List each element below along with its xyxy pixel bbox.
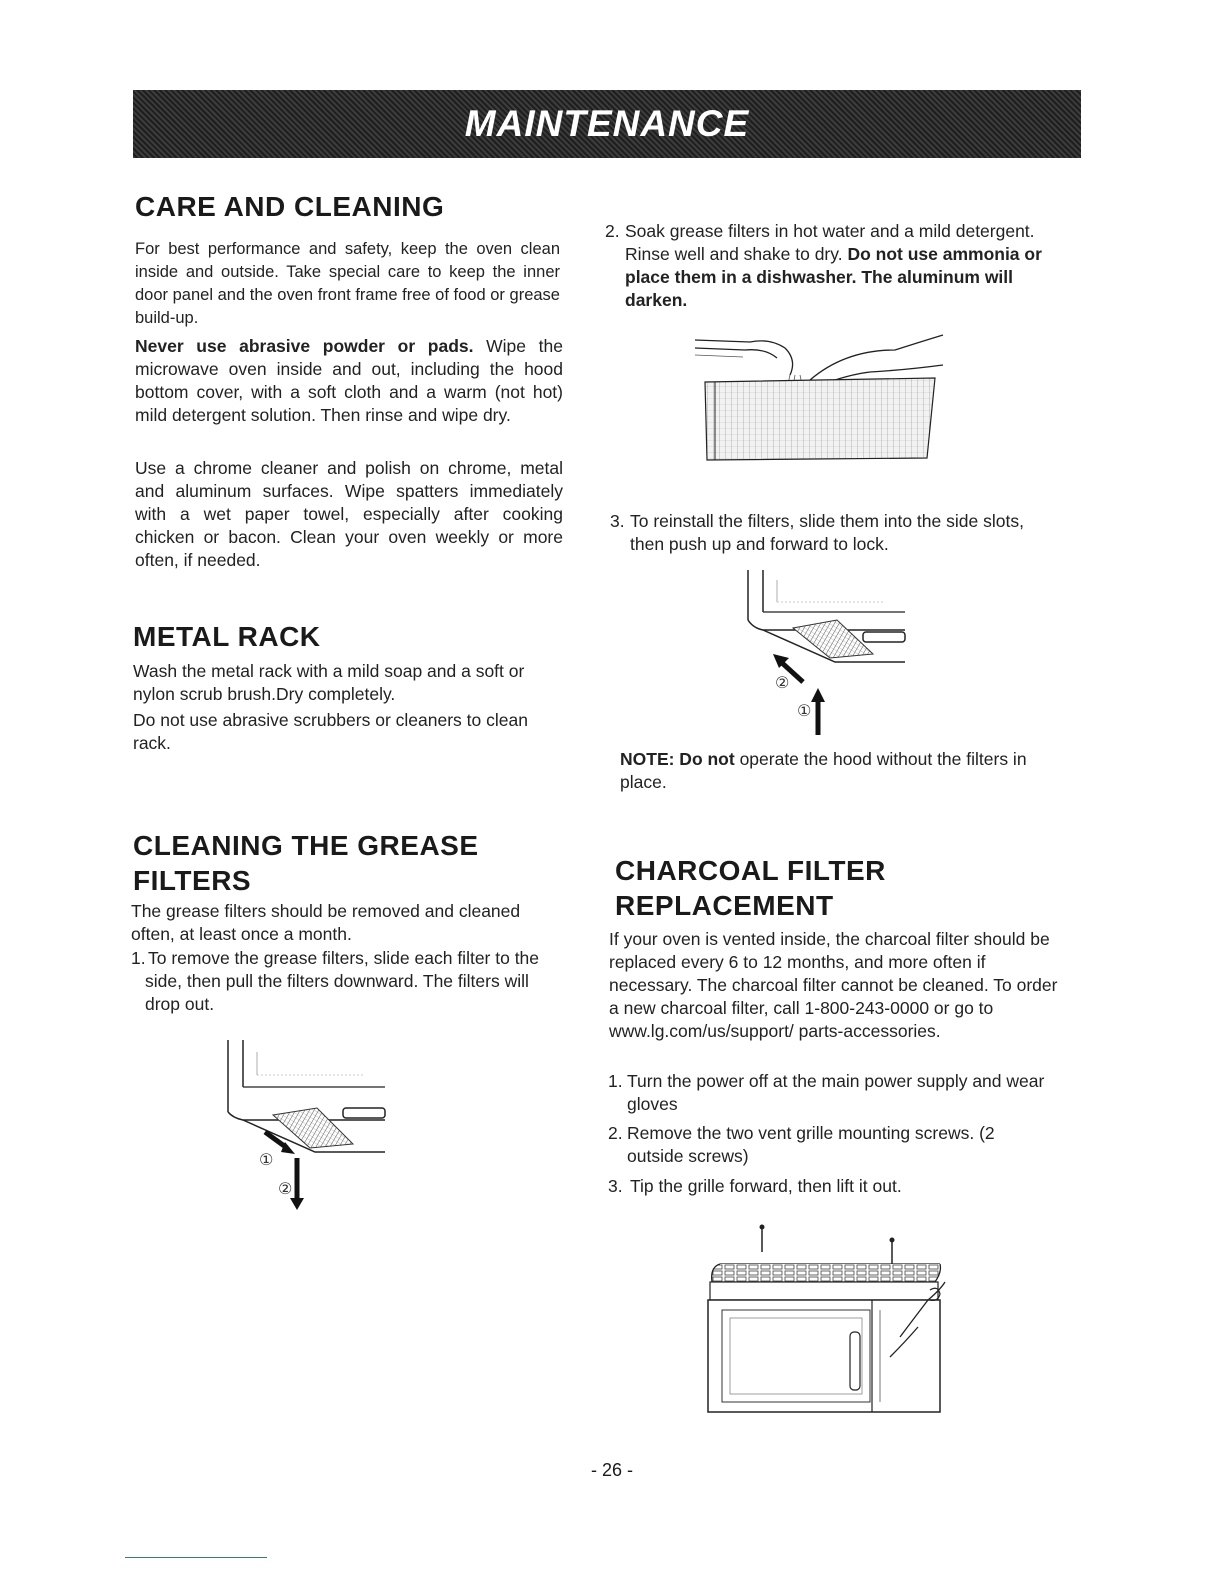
grease-heading-line1: CLEANING THE GREASE xyxy=(133,830,479,861)
care-warning: Never use abrasive powder or pads. xyxy=(135,336,474,356)
grease-step1-text: To remove the grease filters, slide each filter to the side, then pull the filters downward. The filters will drop out. xyxy=(145,948,540,1014)
soak-step-instructions: Soak grease filters in hot water and a mild detergent. Rinse well and shake to dry. xyxy=(625,221,1035,264)
charcoal-step3-text: Tip the grille forward, then lift it out. xyxy=(630,1176,902,1196)
care-paragraph-2 xyxy=(135,335,563,427)
charcoal-step1-text: Turn the power off at the main power supply and wear gloves xyxy=(627,1071,1045,1114)
filter-removal-label-1: ① xyxy=(259,1150,274,1169)
charcoal-heading-line1: CHARCOAL FILTER xyxy=(615,855,886,886)
soak-step-number: 2. xyxy=(605,221,620,241)
filter-removal-label-2: ② xyxy=(278,1179,293,1198)
care-paragraph-3: Use a chrome cleaner and polish on chrome, metal and aluminum surfaces. Wipe spatters immediately with a wet paper towel, especially after cooking chicken or bacon. Clean your oven weekly or more often, if needed. xyxy=(135,458,563,570)
page-number: - 26 - xyxy=(590,1460,633,1480)
charcoal-paragraph: If your oven is vented inside, the charcoal filter should be replaced every 6 to 12 months, and more often if necessary. The charcoal filter cannot be cleaned. To order a new charcoal filter, call 1-800-243-0000 or go to www.lg.com/us/support/ parts-accessories. xyxy=(609,929,1058,1041)
rack-heading: METAL RACK xyxy=(133,621,321,652)
filter-note xyxy=(620,748,1060,794)
care-paragraph-2-text: Wipe the microwave oven inside and out, including the hood bottom cover, with a soft cloth and a warm (not hot) mild detergent solution. Then rinse and wipe dry. xyxy=(135,336,563,425)
soak-step-warning: Do not use ammonia or place them in a dishwasher. The aluminum will darken. xyxy=(625,244,1042,310)
filter-reinstall-illustration xyxy=(745,570,910,740)
filter-removal-illustration xyxy=(225,1040,390,1240)
filter-soaking-illustration xyxy=(695,320,945,470)
screw-icon xyxy=(890,1238,895,1265)
maintenance-banner xyxy=(133,90,1081,158)
rack-paragraph-2: Do not use abrasive scrubbers or cleaners to clean rack. xyxy=(133,710,528,753)
charcoal-step1-number: 1. xyxy=(608,1071,623,1091)
care-paragraph-1: For best performance and safety, keep the oven clean inside and outside. Take special care to keep the inner door panel and the oven front frame free of food or grease build-up. xyxy=(135,240,560,327)
filter-note-text: operate the hood without the filters in place. xyxy=(620,749,1027,792)
filter-note-label: NOTE: Do not xyxy=(620,749,735,769)
footer-divider xyxy=(125,1557,267,1558)
screw-icon xyxy=(760,1225,765,1253)
reinstall-step-number: 3. xyxy=(610,511,625,531)
filter-reinstall-label-2: ② xyxy=(775,673,790,692)
grille-removal-illustration xyxy=(700,1222,950,1417)
reinstall-step-text: To reinstall the filters, slide them into the side slots, then push up and forward to lock. xyxy=(630,511,1024,554)
charcoal-step2-number: 2. xyxy=(608,1123,623,1143)
charcoal-step3-number: 3. xyxy=(608,1176,623,1196)
soak-step-text xyxy=(625,220,1075,312)
grease-step1-number: 1. xyxy=(131,948,146,968)
grease-heading-line2: FILTERS xyxy=(133,865,252,896)
filter-reinstall-label-1: ① xyxy=(797,701,812,720)
care-heading: CARE AND CLEANING xyxy=(135,191,445,222)
rack-paragraph-1: Wash the metal rack with a mild soap and a soft or nylon scrub brush.Dry completely. xyxy=(133,661,525,704)
charcoal-heading-line2: REPLACEMENT xyxy=(615,890,834,921)
banner-title: MAINTENANCE xyxy=(464,103,750,144)
charcoal-step2-text: Remove the two vent grille mounting screws. (2 outside screws) xyxy=(627,1123,995,1166)
grease-paragraph-1: The grease filters should be removed and cleaned often, at least once a month. xyxy=(131,901,521,944)
